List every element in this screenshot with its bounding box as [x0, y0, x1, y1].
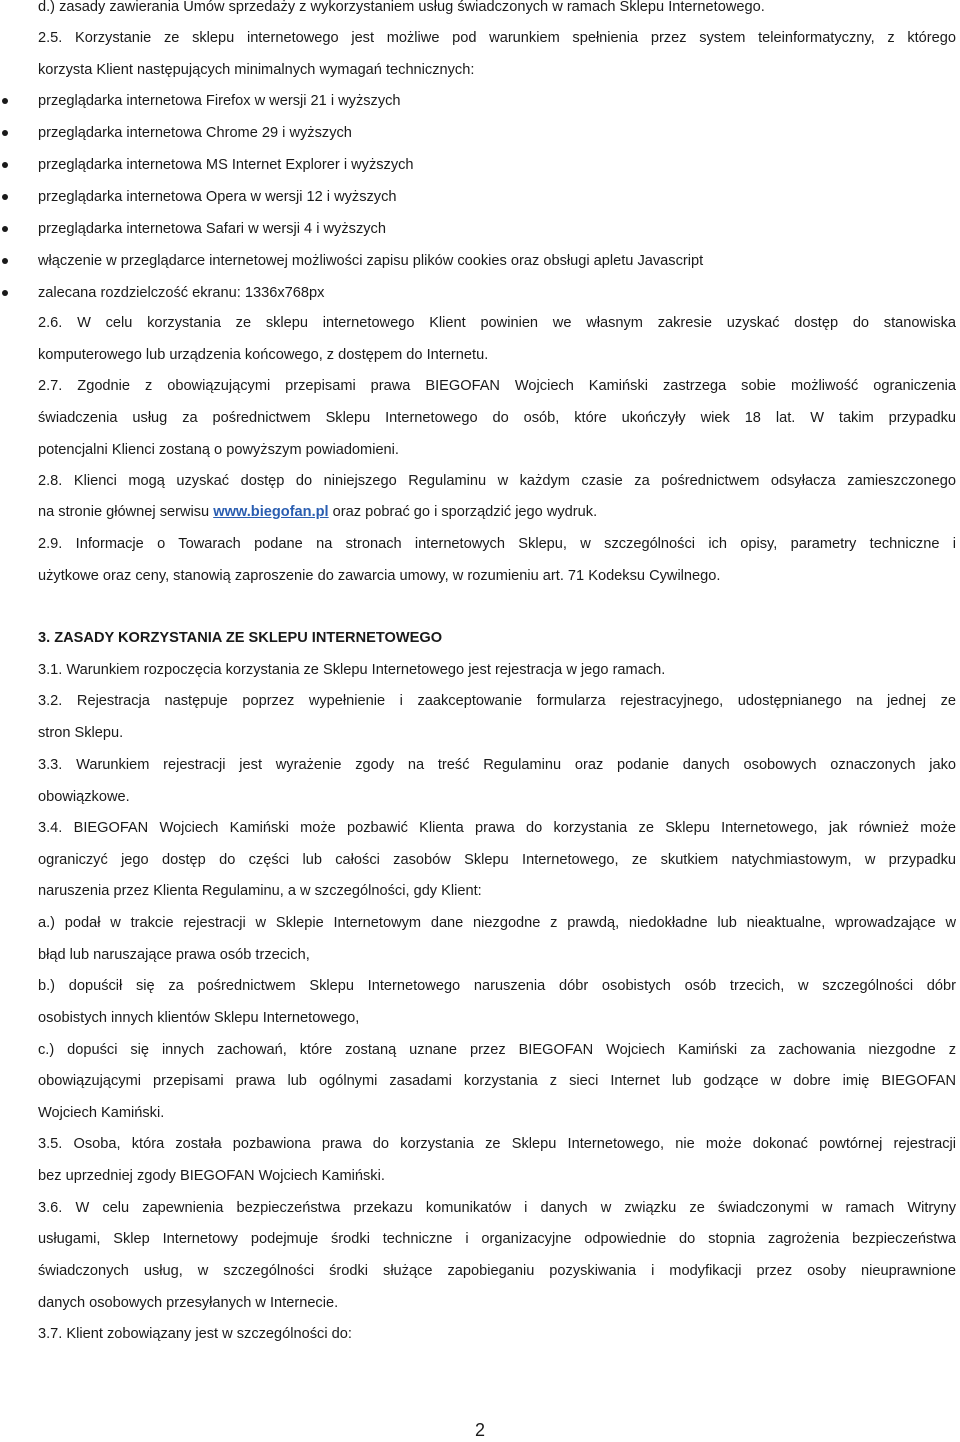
paragraph-d-line: d.) zasady zawierania Umów sprzedaży z wykorzystaniem usług świadczonych w ramach Sklepu Internetowego.	[38, 0, 765, 15]
requirement-item: przeglądarka internetowa MS Internet Explorer i wyższych	[38, 157, 414, 173]
requirement-item: przeglądarka internetowa Chrome 29 i wyższych	[38, 125, 352, 141]
paragraph-3-4b-line-2: osobistych innych klientów Sklepu Internetowego,	[38, 1010, 360, 1026]
section-3-heading: 3. ZASADY KORZYSTANIA ZE SKLEPU INTERNETOWEGO	[38, 630, 443, 646]
paragraph-3-6-line-4: danych osobowych przesyłanych w Internecie.	[38, 1295, 339, 1311]
requirement-item: przeglądarka internetowa Safari w wersji 4 i wyższych	[38, 221, 386, 237]
paragraph-2-8-text-after: oraz pobrać go i sporządzić jego wydruk.	[328, 504, 598, 520]
paragraph-3-5-line-2: bez uprzedniej zgody BIEGOFAN Wojciech Kamiński.	[38, 1168, 385, 1184]
paragraph-2-8-line-2	[38, 503, 956, 521]
bullet-icon	[2, 162, 8, 168]
paragraph-2-7-line-2: świadczenia usług za pośrednictwem Sklepu Internetowego do osób, które ukończyły wiek 18 lat. W takim przypadku	[38, 410, 956, 426]
paragraph-2-8-text-before: na stronie głównej serwisu	[38, 504, 214, 520]
paragraph-3-7-line-1: 3.7. Klient zobowiązany jest w szczególności do:	[38, 1326, 352, 1342]
bullet-icon	[2, 130, 8, 136]
bullet-icon	[2, 290, 8, 296]
paragraph-2-5-line-1: 2.5. Korzystanie ze sklepu internetowego jest możliwe pod warunkiem spełnienia przez system teleinformatyczny, z którego	[38, 30, 956, 46]
bullet-icon	[2, 226, 8, 232]
paragraph-3-4b-line-1: b.) dopuścił się za pośrednictwem Sklepu Internetowego naruszenia dóbr osobistych osób trzecich, w szczególności dóbr	[38, 978, 956, 994]
paragraph-3-4c-line-2: obowiązującymi przepisami prawa lub ogólnymi zasadami korzystania z sieci Internet lub godzące w dobre imię BIEGOFAN	[38, 1073, 956, 1089]
paragraph-3-1-line-1: 3.1. Warunkiem rozpoczęcia korzystania ze Sklepu Internetowego jest rejestracja w jego ramach.	[38, 662, 666, 678]
paragraph-3-3-line-1: 3.3. Warunkiem rejestracji jest wyrażenie zgody na treść Regulaminu oraz podanie danych osobowych oznaczonych jako	[38, 757, 956, 773]
biegofan-link[interactable]: www.biegofan.pl	[213, 504, 329, 520]
paragraph-3-2-line-2: stron Sklepu.	[38, 725, 124, 741]
paragraph-3-4c-line-3: Wojciech Kamiński.	[38, 1105, 165, 1121]
paragraph-3-6-line-2: usługami, Sklep Internetowy podejmuje środki techniczne i organizacyjne odpowiednie do stopnia zagrożenia bezpieczeństwa	[38, 1231, 956, 1247]
paragraph-3-3-line-2: obowiązkowe.	[38, 789, 130, 805]
paragraph-3-4a-line-1: a.) podał w trakcie rejestracji w Sklepie Internetowym dane niezgodne z prawdą, niedokładne lub nieaktualne, wprowadzające w	[38, 915, 956, 931]
paragraph-3-4-line-3: naruszenia przez Klienta Regulaminu, a w szczególności, gdy Klient:	[38, 883, 482, 899]
paragraph-2-9-line-2: użytkowe oraz ceny, stanowią zaproszenie do zawarcia umowy, w rozumieniu art. 71 Kodeksu Cywilnego.	[38, 568, 721, 584]
paragraph-3-4-line-2: ograniczyć jego dostęp do części lub całości zasobów Sklepu Internetowego, ze skutkiem natychmiastowym, w przypadku	[38, 852, 956, 868]
paragraph-2-7-line-1: 2.7. Zgodnie z obowiązującymi przepisami prawa BIEGOFAN Wojciech Kamiński zastrzega sobie możliwość ograniczenia	[38, 378, 956, 394]
requirement-item: przeglądarka internetowa Firefox w wersji 21 i wyższych	[38, 93, 401, 109]
paragraph-3-4-line-1: 3.4. BIEGOFAN Wojciech Kamiński może pozbawić Klienta prawa do korzystania ze Sklepu Internetowego, jak również może	[38, 820, 956, 836]
paragraph-3-6-line-1: 3.6. W celu zapewnienia bezpieczeństwa przekazu komunikatów i danych w związku ze świadczonymi w ramach Witryny	[38, 1200, 956, 1216]
paragraph-2-9-line-1: 2.9. Informacje o Towarach podane na stronach internetowych Sklepu, w szczególności ich opisy, parametry techniczne i	[38, 536, 956, 552]
paragraph-3-5-line-1: 3.5. Osoba, która została pozbawiona prawa do korzystania ze Sklepu Internetowego, nie może dokonać powtórnej rejestracji	[38, 1136, 956, 1152]
bullet-icon	[2, 258, 8, 264]
paragraph-2-8-line-1: 2.8. Klienci mogą uzyskać dostęp do niniejszego Regulaminu w każdym czasie za pośrednictwem odsyłacza zamieszczonego	[38, 473, 956, 489]
paragraph-3-6-line-3: świadczonych usług, w szczególności środki służące zapobieganiu pozyskiwania i modyfikacji przez osoby nieuprawnione	[38, 1263, 956, 1279]
paragraph-2-5-line-2: korzysta Klient następujących minimalnych wymagań technicznych:	[38, 62, 475, 78]
requirement-item: zalecana rozdzielczość ekranu: 1336x768px	[38, 285, 325, 301]
bullet-icon	[2, 194, 8, 200]
paragraph-2-6-line-1: 2.6. W celu korzystania ze sklepu internetowego Klient powinien we własnym zakresie uzyskać dostęp do stanowiska	[38, 315, 956, 331]
requirement-item: przeglądarka internetowa Opera w wersji 12 i wyższych	[38, 189, 397, 205]
paragraph-2-6-line-2: komputerowego lub urządzenia końcowego, z dostępem do Internetu.	[38, 347, 489, 363]
requirement-item: włączenie w przeglądarce internetowej możliwości zapisu plików cookies oraz obsługi apletu Javascript	[38, 253, 704, 269]
paragraph-2-7-line-3: potencjalni Klienci zostaną o powyższym powiadomieni.	[38, 442, 399, 458]
paragraph-3-4c-line-1: c.) dopuści się innych zachowań, które zostaną uznane przez BIEGOFAN Wojciech Kamiński za zachowania niezgodne z	[38, 1042, 956, 1058]
bullet-icon	[2, 98, 8, 104]
paragraph-3-2-line-1: 3.2. Rejestracja następuje poprzez wypełnienie i zaakceptowanie formularza rejestracyjnego, udostępnianego na jednej ze	[38, 693, 956, 709]
page-number: 2	[474, 1420, 485, 1440]
paragraph-3-4a-line-2: błąd lub naruszające prawa osób trzecich,	[38, 947, 310, 963]
